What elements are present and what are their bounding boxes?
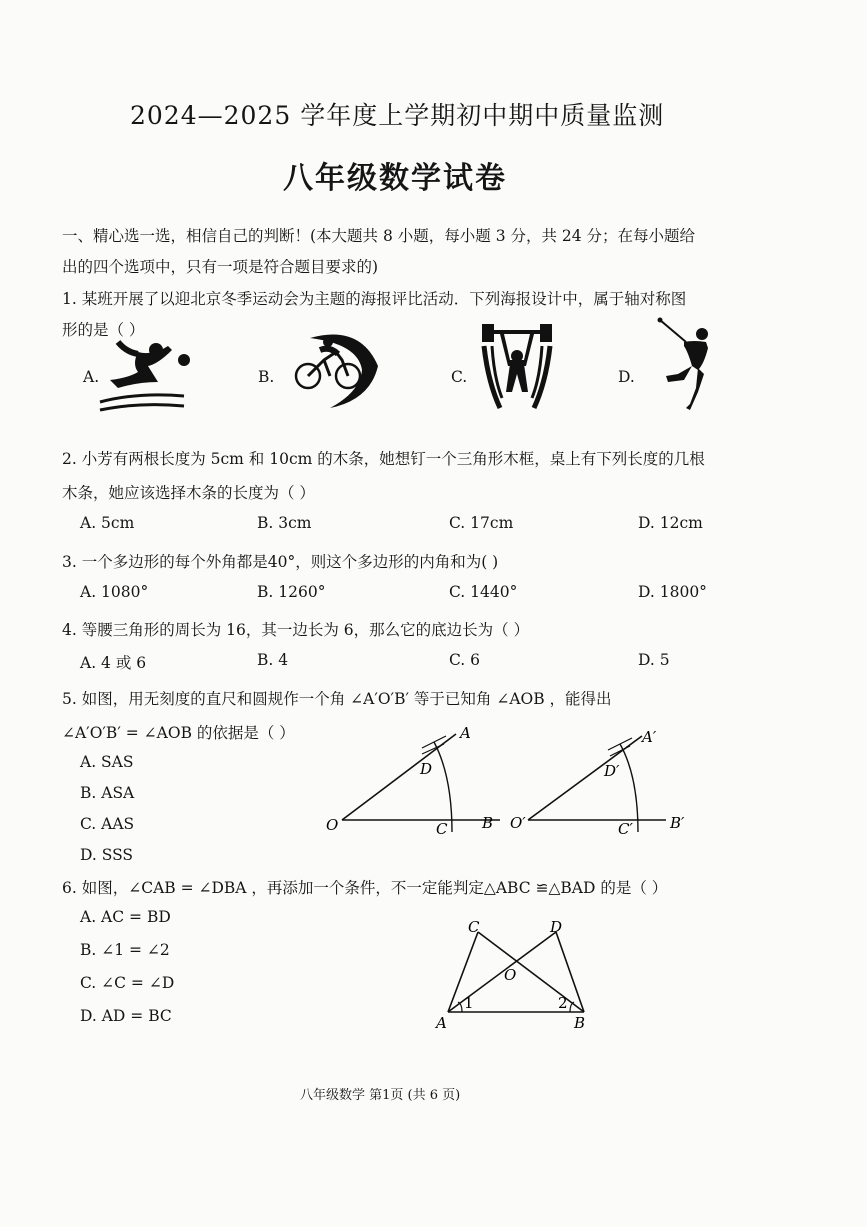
q2-text-line1: 2. 小芳有两根长度为 5cm 和 10cm 的木条，她想钉一个三角形木框，桌上有下列长度的几根 (62, 450, 705, 468)
q5-option-c: C. AAS (80, 815, 135, 833)
label-o: O (326, 816, 339, 834)
golfer-icon (658, 318, 718, 413)
page-footer: 八年级数学 第1页 (共 6 页) (300, 1088, 461, 1103)
label-angle-1: 1 (464, 994, 474, 1012)
q5-angle-figure (320, 722, 700, 842)
q2-option-a: A. 5cm (80, 514, 135, 532)
section-instructions-line1: 一、精心选一选，相信自己的判断！(本大题共 8 小题，每小题 3 分，共 24 分；在每小题给 (62, 227, 696, 245)
label-b: B (482, 814, 494, 832)
label-b-prime: B′ (670, 814, 685, 832)
q6-triangle-figure (432, 916, 602, 1036)
q2-text-line2: 木条，她应该选择木条的长度为（ ） (62, 484, 315, 502)
volleyball-player-icon (98, 330, 198, 415)
q2-option-c: C. 17cm (449, 514, 514, 532)
q3-option-a: A. 1080° (80, 583, 149, 601)
label-o: O (504, 966, 517, 984)
label-b: B (574, 1014, 586, 1032)
q3-option-c: C. 1440° (449, 583, 518, 601)
q2-option-b: B. 3cm (257, 514, 312, 532)
q1-option-b-label: B. (258, 368, 275, 386)
q6-text: 6. 如图，∠CAB = ∠DBA ，再添加一个条件，不一定能判定△ABC ≌△BAD 的是（ ） (62, 879, 668, 897)
cyclist-icon (290, 330, 380, 410)
q5-option-b: B. ASA (80, 784, 135, 802)
label-c-prime: C′ (618, 820, 633, 838)
label-d: D (420, 760, 433, 778)
label-d-prime: D′ (604, 762, 620, 780)
exam-subtitle: 八年级数学试卷 (283, 161, 507, 196)
q1-text-line2: 形的是（ ） (62, 321, 145, 339)
q5-option-d: D. SSS (80, 846, 134, 864)
q6-option-c: C. ∠C = ∠D (80, 974, 175, 992)
label-angle-2: 2 (558, 994, 568, 1012)
label-a: A (436, 1014, 447, 1032)
exam-title: 2024—2025 学年度上学期初中期中质量监测 (130, 101, 665, 130)
label-a: A (460, 724, 471, 742)
q4-text: 4. 等腰三角形的周长为 16，其一边长为 6，那么它的底边长为（ ） (62, 621, 530, 639)
q2-option-d: D. 12cm (638, 514, 703, 532)
label-c: C (436, 820, 448, 838)
label-a-prime: A′ (642, 728, 657, 746)
q5-text-line1: 5. 如图，用无刻度的直尺和圆规作一个角 ∠A′O′B′ 等于已知角 ∠AOB ，能得出 (62, 690, 612, 708)
q5-option-a: A. SAS (80, 753, 134, 771)
q1-text-line1: 1. 某班开展了以迎北京冬季运动会为主题的海报评比活动．下列海报设计中，属于轴对称图 (62, 290, 687, 308)
q4-option-c: C. 6 (449, 651, 481, 669)
label-o-prime: O′ (510, 814, 526, 832)
angle-a-prime-o-prime-b-prime (510, 728, 685, 838)
section-instructions-line2: 出的四个选项中，只有一项是符合题目要求的) (62, 258, 379, 276)
weightlifter-icon (478, 322, 558, 412)
q4-option-d: D. 5 (638, 651, 670, 669)
q3-option-b: B. 1260° (257, 583, 326, 601)
q6-option-d: D. AD = BC (80, 1007, 172, 1025)
q1-option-a-label: A. (83, 368, 100, 386)
angle-aob (326, 724, 500, 838)
q3-option-d: D. 1800° (638, 583, 707, 601)
q6-option-a: A. AC = BD (80, 908, 171, 926)
q5-text-line2: ∠A′O′B′ = ∠AOB 的依据是（ ） (62, 724, 295, 742)
q4-option-b: B. 4 (257, 651, 289, 669)
q3-text: 3. 一个多边形的每个外角都是40°，则这个多边形的内角和为( ) (62, 553, 499, 571)
q1-option-d-label: D. (618, 368, 635, 386)
label-c: C (468, 918, 480, 936)
q1-option-c-label: C. (451, 368, 468, 386)
label-d: D (550, 918, 563, 936)
q6-option-b: B. ∠1 = ∠2 (80, 941, 170, 959)
q4-option-a: A. 4 或 6 (80, 654, 147, 672)
